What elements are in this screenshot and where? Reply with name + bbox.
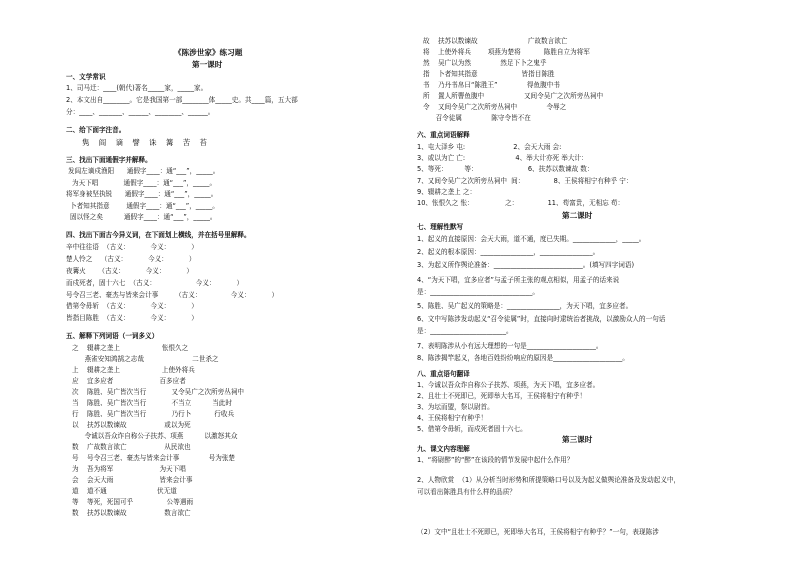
section-6-row: 10、怅恨久之 怅： 之： 11、苟富贵，无相忘 苟： xyxy=(417,199,625,207)
section-6-row: 1、屯大泽乡 屯: 2、会天大雨 会: xyxy=(417,143,562,151)
section-1-line-1: 1、司马迁：____(朝代)著名_____家，_____家。 xyxy=(66,84,208,92)
section-5-row: 之 辍耕之垄上 怅恨久之 xyxy=(72,344,189,352)
section-8-row: 4、王侯将相宁有种乎！ xyxy=(417,414,488,422)
section-1-line-2: 2、本文出自________。它是我国第一部________体_____史。共____篇，五大部 xyxy=(66,96,298,104)
word-meaning-row: 将 上使外将兵 项燕为楚将 陈胜自立为将军 xyxy=(423,48,590,56)
section-7-row: 8、陈涉揭竿起义，各地百姓纷纷响应的原因是_____________________。 xyxy=(417,354,629,362)
section-5-row: 数 扶苏以数谏故 数言欲亡 xyxy=(72,509,191,517)
section-5-row: 应 宜多应者 百多应者 xyxy=(72,377,186,385)
section-5-row: 行 陈胜、吴广皆次当行 乃行卜 行收兵 xyxy=(72,410,235,418)
section-5-row: 等 等死，死国可乎 公等遇雨 xyxy=(72,498,194,506)
section-4-row: 而戍死者，固十六七 （古义： 今义： ） xyxy=(66,279,244,287)
word-meaning-row: 指 卜者知其指意 皆指目陈胜 xyxy=(423,70,555,78)
section-4-row: 皆指目陈胜 （古义： 今义： ） xyxy=(66,314,198,322)
section-8-row: 2、且壮士不死即已，死即举大名耳，王侯将相宁有种乎！ xyxy=(417,392,587,400)
word-meaning-row: 书 乃丹书帛曰“陈胜王” 得鱼腹中书 xyxy=(423,81,560,89)
section-8-row: 1、今诚以吾众诈自称公子扶苏、项燕，为天下唱，宜多应者。 xyxy=(417,381,600,389)
section-7-row: 是：_______________________________。 xyxy=(417,288,539,296)
section-3-row: 将军身被坚执锐 通假字____：通“___”，_____。 xyxy=(66,190,218,198)
word-meaning-row: 召令徒属 陈守令皆不在 xyxy=(423,114,531,122)
section-6-row: 3、或以为亡 亡: 4、举大计亦死 举大计： xyxy=(417,154,588,162)
section-5-row: 次 陈胜、吴广皆次当行 又令吴广之次所旁丛祠中 xyxy=(72,388,245,396)
section-6-row: 7、又间令吴广之次所旁丛祠中 间： 8、王侯将相宁有种乎 宁： xyxy=(417,177,633,185)
section-6-heading: 六、重点词语解释 xyxy=(417,131,470,139)
section-5-row: 号 号令召三老、豪杰与皆来会计事 号为张楚 xyxy=(72,454,236,462)
section-4-heading: 四、找出下面古今异义词，在下面划上横线，并在括号里解释。 xyxy=(66,231,251,239)
section-3-row: 固以怪之矣 通假字____：通“___”，_____。 xyxy=(70,213,217,221)
section-7-heading: 七、理解性默写 xyxy=(417,223,464,231)
section-5-row: 为 吾为将军 为天下唱 xyxy=(72,465,186,473)
section-5-row: 道 道不通 伏无道 xyxy=(72,487,177,495)
section-3-row: 为天下唱 通假字____：通“___”，_____。 xyxy=(72,179,217,187)
section-9-row: （2）文中“且壮士不死即已，死即举大名耳，王侯将相宁有种乎？”一句，表现陈涉 xyxy=(417,528,659,536)
section-9-row: 2、人物欣赏 （1）从分析当时形势和所提策略口号以及为起义做舆论准备及发动起义中， xyxy=(417,476,681,484)
word-meaning-row: 然 吴广以为然 然足下卜之鬼乎 xyxy=(423,59,547,67)
section-7-row: 6、文中写陈涉发动起义“召令徒属”时，直接向时逮统治者挑战，以激励众人的一句话 xyxy=(417,315,666,323)
section-7-row: 是：_______________________。 xyxy=(417,327,513,335)
page-title: 《陈涉世家》练习题 xyxy=(174,48,243,57)
section-1-line-3: 分：____、_______、______、________、______。 xyxy=(66,108,215,116)
lesson-2-heading: 第二课时 xyxy=(562,211,593,220)
word-meaning-row: 故 扶苏以数谏故 广故数言欲亡 xyxy=(423,37,568,45)
section-7-row: 5、陈胜、吴广起义的策略是：________________，为天下唱，宜多应者。 xyxy=(417,302,633,310)
section-9-row: 1、“将尉醉”的“醉”在该段的情节发展中起什么作用？ xyxy=(417,456,574,464)
section-5-row: 燕雀安知鸿鹄之志哉 二世杀之 xyxy=(72,355,219,363)
section-7-row: 4、“为天下唱，宜多应者”与孟子所主张的观点相似，用孟子的话来说 xyxy=(417,276,620,284)
section-1-heading: 一、文学常识 xyxy=(66,73,106,81)
section-2-heading: 二、给下面字注音。 xyxy=(66,126,126,134)
section-9-heading: 九、课文内容理解 xyxy=(417,445,470,453)
section-2-chars: 隽 阎 谪 譬 诛 篝 苦 苔 xyxy=(82,138,207,147)
section-3-row: 卜者知其指意 通假字____：通“___”，_____。 xyxy=(70,202,219,210)
section-8-row: 3、为坛而盟，祭以尉首。 xyxy=(417,403,494,411)
section-5-row: 上 辍耕之垄上 上使外将兵 xyxy=(72,366,195,374)
section-4-row: 夜篝火 （古义： 今义： ） xyxy=(66,267,194,275)
section-5-row: 会 会天大雨 皆来会计事 xyxy=(72,476,193,484)
section-7-row: 2、起义的根本原因：________________，________________。 xyxy=(417,248,600,256)
section-4-row: 楚人怜之 （古义： 今义： ） xyxy=(66,255,196,263)
section-3-row: 发闾左谪戍渔阳 通假字____：通“___”，_____。 xyxy=(68,167,220,175)
word-meaning-row: 所 置人所罾鱼腹中 又间令吴广之次所旁丛祠中 xyxy=(423,92,604,100)
section-6-row: 5、等死： 等： 6、扶苏以数谏故 数： xyxy=(417,165,594,173)
section-9-row: 可以看出陈胜具有什么样的品质？ xyxy=(417,488,516,496)
section-3-heading: 三、找出下面通假字并解释。 xyxy=(66,156,152,164)
section-4-row: 借第令毋斩 （古义： 今义： ） xyxy=(66,302,198,310)
section-5-row: 令诚以吾众诈自称公子扶苏、项燕 以激怒其众 xyxy=(72,432,238,440)
section-5-row: 数 广故数言欲亡 从民欲也 xyxy=(72,443,191,451)
section-4-row: 号令召三老、豪杰与皆来会计事 （古义： 今义： ） xyxy=(66,291,279,299)
section-8-heading: 八、重点语句翻译 xyxy=(417,370,470,378)
lesson-3-heading: 第三课时 xyxy=(562,435,593,444)
section-5-row: 以 扶苏以数谏故 或以为死 xyxy=(72,421,191,429)
section-6-row: 9、辍耕之垄上 之： xyxy=(417,188,477,196)
section-5-row: 当 陈胜、吴广皆次当行 不当立 当此时 xyxy=(72,399,232,407)
section-8-row: 5、借第令毋斩，而戍死者固十六七。 xyxy=(417,425,527,433)
word-meaning-row: 令 又间令吴广之次所旁丛祠中 令辱之 xyxy=(423,103,567,111)
lesson-1-heading: 第一课时 xyxy=(192,60,223,69)
section-7-row: 7、表明陈涉从小有远大理想的一句是_____________________。 xyxy=(417,342,603,350)
section-5-heading: 五、解释下列词语（一词多义） xyxy=(66,332,159,340)
section-4-row: 辛中往往语 （古义： 今义： ） xyxy=(66,243,198,251)
section-7-row: 3、为起义所作舆论准备：___________________________。(填写四字词语) xyxy=(417,261,635,269)
section-7-row: 1、起义的直接原因：会天大雨，道不通，度已失期。_____________，_____。 xyxy=(417,235,646,243)
